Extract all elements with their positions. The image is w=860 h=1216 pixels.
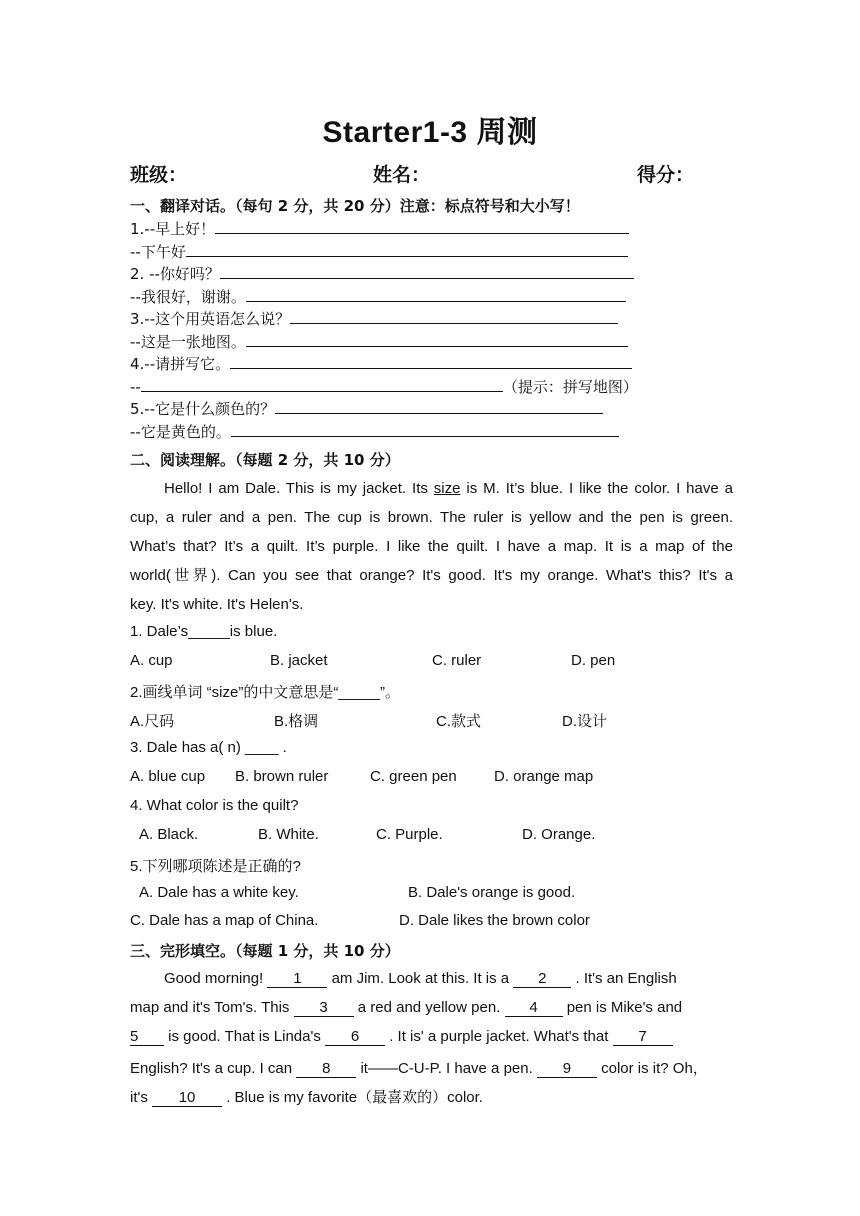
cloze-line-5: it's 10 . Blue is my favorite（最喜欢的）color.: [130, 1089, 483, 1106]
underlined-word: size: [433, 480, 461, 497]
cloze-blank-1[interactable]: 1: [267, 970, 327, 988]
section2-heading: 二、阅读理解。（每题 2 分，共 10 分）: [130, 451, 400, 469]
cloze-blank-5[interactable]: 5: [130, 1028, 164, 1046]
question-5-stem: 5.下列哪项陈述是正确的?: [130, 858, 301, 875]
class-label: 班级：: [130, 164, 188, 186]
page-title: Starter1-3 周测: [322, 116, 538, 149]
q4-option-c[interactable]: C. Purple.: [376, 826, 443, 843]
question-1-stem: 1. Dale’s_____is blue.: [130, 623, 278, 640]
translation-line-8: -- （提示：拼写地图）: [130, 378, 638, 396]
cloze-line-4: English? It's a cup. I can 8 it——C-U-P. I have a pen. 9 color is it? Oh，: [130, 1060, 708, 1077]
q2-option-b[interactable]: B.格调: [274, 713, 319, 730]
q5-option-c[interactable]: C. Dale has a map of China.: [130, 912, 319, 929]
name-label: 姓名：: [373, 164, 431, 186]
section3-heading: 三、完形填空。（每题 1 分，共 10 分）: [130, 942, 400, 960]
translation-line-9: 5.--它是什么颜色的？: [130, 398, 603, 419]
answer-line[interactable]: [290, 308, 618, 324]
answer-line[interactable]: [246, 286, 626, 302]
translation-line-2: --下午好: [130, 241, 628, 262]
q2-option-c[interactable]: C.款式: [436, 713, 482, 730]
q4-option-a[interactable]: A. Black.: [139, 826, 199, 843]
q2-option-d[interactable]: D.设计: [562, 713, 608, 730]
q1-option-c[interactable]: C. ruler: [432, 652, 482, 669]
q5-option-a[interactable]: A. Dale has a white key.: [139, 884, 299, 901]
q5-option-b[interactable]: B. Dale's orange is good.: [408, 884, 576, 901]
answer-line[interactable]: [275, 398, 603, 414]
answer-line[interactable]: [141, 376, 503, 392]
translation-line-10: --它是黄色的。: [130, 421, 619, 442]
q1-option-a[interactable]: A. cup: [130, 652, 173, 669]
q3-option-a[interactable]: A. blue cup: [130, 768, 206, 785]
translation-line-3: 2. --你好吗？: [130, 263, 634, 284]
q1-option-b[interactable]: B. jacket: [270, 652, 328, 669]
q4-option-d[interactable]: D. Orange.: [522, 826, 596, 843]
answer-line[interactable]: [231, 421, 619, 437]
question-3-stem: 3. Dale has a( n) ____ .: [130, 739, 287, 756]
answer-line[interactable]: [246, 331, 628, 347]
cloze-blank-4[interactable]: 4: [505, 999, 563, 1017]
section1-heading: 一、翻译对话。（每句 2 分，共 20 分）注意：标点符号和大小写！: [130, 197, 580, 215]
cloze-blank-10[interactable]: 10: [152, 1089, 222, 1107]
q5-option-d[interactable]: D. Dale likes the brown color: [399, 912, 590, 929]
cloze-blank-8[interactable]: 8: [296, 1060, 356, 1078]
translation-line-1: 1.--早上好！: [130, 218, 629, 239]
translation-line-5: 3.--这个用英语怎么说？: [130, 308, 618, 329]
answer-line[interactable]: [215, 218, 629, 234]
reading-passage: Hello! I am Dale. This is my jacket. Its size is M. It’s blue. I like the color. I have a cup, a ruler and a pen. The cup is brown. The ruler is yellow and the pen is green. What’s that? It’s a quilt. It’s purple. I like the quilt. I have a map. It is a map of the world(世界). Can you see that orange? It's good. It's my orange. What's this? It's a key. It's white. It's Helen's.: [130, 480, 733, 613]
q3-option-b[interactable]: B. brown ruler: [235, 768, 329, 785]
answer-line[interactable]: [220, 263, 634, 279]
spelling-hint: （提示：拼写地图）: [502, 378, 638, 396]
score-label: 得分：: [637, 164, 695, 186]
q3-option-d[interactable]: D. orange map: [494, 768, 594, 785]
cloze-blank-6[interactable]: 6: [325, 1028, 385, 1046]
cloze-blank-9[interactable]: 9: [537, 1060, 597, 1078]
q4-option-b[interactable]: B. White.: [258, 826, 319, 843]
answer-line[interactable]: [230, 353, 632, 369]
cloze-blank-7[interactable]: 7: [613, 1028, 673, 1046]
cloze-blank-3[interactable]: 3: [294, 999, 354, 1017]
answer-line[interactable]: [186, 241, 628, 257]
translation-line-7: 4.--请拼写它。: [130, 353, 632, 374]
question-2-stem: 2.画线单词 “size”的中文意思是“_____”。: [130, 684, 401, 701]
cloze-line-2: map and it's Tom's. This 3 a red and yellow pen. 4 pen is Mike's and: [130, 999, 683, 1016]
translation-line-6: --这是一张地图。: [130, 331, 628, 352]
q2-option-a[interactable]: A.尺码: [130, 713, 175, 730]
question-4-stem: 4. What color is the quilt?: [130, 797, 299, 814]
translation-line-4: --我很好，谢谢。: [130, 286, 626, 307]
cloze-blank-2[interactable]: 2: [513, 970, 571, 988]
cloze-line-3: 5 is good. That is Linda's 6 . It is' a purple jacket. What's that 7: [130, 1028, 673, 1046]
cloze-line-1: Good morning! 1 am Jim. Look at this. It is a 2 . It's an English: [164, 970, 677, 987]
q1-option-d[interactable]: D. pen: [571, 652, 616, 669]
q3-option-c[interactable]: C. green pen: [370, 768, 457, 785]
